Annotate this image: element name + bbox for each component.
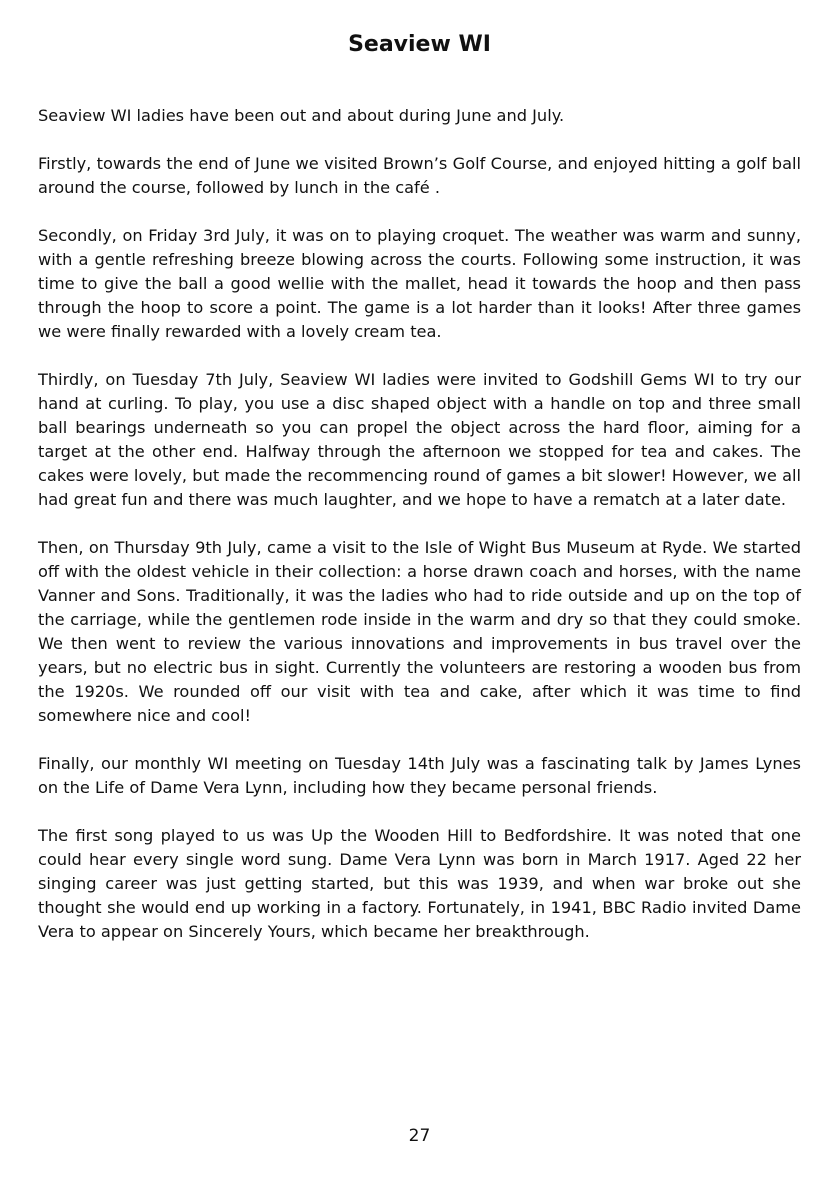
paragraph-wi-meeting: Finally, our monthly WI meeting on Tuesday 14th July was a fascinating talk by James Lynes on the Life of Dame Vera Lynn, including how they became personal friends. [38, 754, 801, 797]
page-title: Seaview WI [348, 32, 491, 57]
paragraph-curling: Thirdly, on Tuesday 7th July, Seaview WI ladies were invited to Godshill Gems WI to try our hand at curling. To play, you use a disc shaped object with a handle on top and three small ball bearings underneath so you can propel the object across the hard floor, aiming for a target at the other end. Halfway through the afternoon we stopped for tea and cakes. The cakes were lovely, but made the recommencing round of games a bit slower! However, we all had great fun and there was much laughter, and we hope to have a rematch at a later date. [38, 370, 801, 509]
paragraph-golf: Firstly, towards the end of June we visited Brown’s Golf Course, and enjoyed hitting a golf ball around the course, followed by lunch in the café . [38, 154, 801, 197]
paragraph-bus-museum: Then, on Thursday 9th July, came a visit to the Isle of Wight Bus Museum at Ryde. We started off with the oldest vehicle in their collection: a horse drawn coach and horses, with the name Vanner and Sons. Traditionally, it was the ladies who had to ride outside and up on the top of the carriage, while the gentlemen rode inside in the warm and dry so that they could smoke. We then went to review the various innovations and improvements in bus travel over the years, but no electric bus in sight. Currently the volunteers are restoring a wooden bus from the 1920s. We rounded off our visit with tea and cake, after which it was time to find somewhere nice and cool! [38, 538, 801, 725]
paragraph-croquet: Secondly, on Friday 3rd July, it was on to playing croquet. The weather was warm and sunny, with a gentle refreshing breeze blowing across the courts. Following some instruction, it was time to give the ball a good wellie with the mallet, head it towards the hoop and then pass through the hoop to score a point. The game is a lot harder than it looks! After three games we were finally rewarded with a lovely cream tea. [38, 226, 801, 341]
document-page [38, 0, 801, 1191]
paragraph-vera-lynn: The first song played to us was Up the Wooden Hill to Bedfordshire. It was noted that one could hear every single word sung. Dame Vera Lynn was born in March 1917. Aged 22 her singing career was just getting started, but this was 1939, and when war broke out she thought she would end up working in a factory. Fortunately, in 1941, BBC Radio invited Dame Vera to appear on Sincerely Yours, which became her breakthrough. [38, 826, 801, 941]
page-number: 27 [408, 1126, 431, 1146]
paragraph-intro: Seaview WI ladies have been out and about during June and July. [38, 106, 565, 125]
article-body [38, 104, 801, 968]
